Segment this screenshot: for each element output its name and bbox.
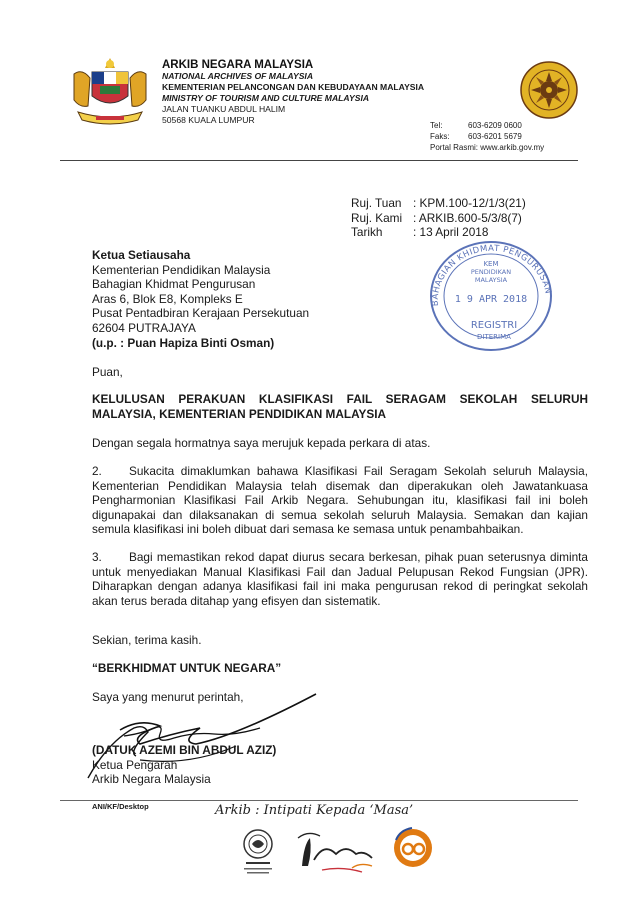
coat-of-arms-icon xyxy=(62,54,158,132)
signer-block xyxy=(92,743,276,787)
fax-label: Faks: xyxy=(430,132,450,141)
recipient-block xyxy=(92,248,309,350)
stamp-text-pendidikan: PENDIDIKAN xyxy=(470,268,512,276)
footer-motto: Arkib : Intipati Kepada ‘Masa’ xyxy=(215,803,414,818)
ref-label: Ruj. Kami xyxy=(351,210,403,225)
paragraph-3-text: Bagi memastikan rekod dapat diurus secara berkesan, pihak puan seterusnya diminta untuk menyediakan Manual Klasifikasi Fail dan Jadual Pelupusan Rekod Fungsian (JPR). Diharapkan dengan adanya klasifikasi fail ini maka pengurusan rekod di peringkat sekolah akan terus berada ditahap yang efisyen dan sistematik. xyxy=(92,550,588,608)
org-name: ARKIB NEGARA MALAYSIA xyxy=(162,59,314,71)
stamp-diterima: DITERIMA xyxy=(477,333,511,341)
attention-line: (u.p. : Puan Hapiza Binti Osman) xyxy=(92,335,275,350)
signer-name: (DATUK AZEMI BIN ABDUL AZIZ) xyxy=(92,743,277,757)
footer-divider xyxy=(60,800,578,801)
signer-title: Ketua Pengarah xyxy=(92,757,178,772)
received-stamp xyxy=(424,236,558,354)
portal-value[interactable]: www.arkib.gov.my xyxy=(480,143,545,152)
date-value: : 13 April 2018 xyxy=(413,225,489,239)
sirim-quality-logo xyxy=(238,826,278,882)
archives-emblem-icon xyxy=(519,60,579,120)
stamp-date: 1 9 APR 2018 xyxy=(454,294,528,305)
stamp-ring-text: BAHAGIAN KHIDMAT PENGURUSAN xyxy=(430,243,553,307)
sign-off: Saya yang menurut perintah, xyxy=(92,690,244,704)
portal-label: Portal Rasmi: xyxy=(430,143,479,152)
subject-line: KELULUSAN PERAKUAN KLASIFIKASI FAIL SERAGAM SEKOLAH SELURUH MALAYSIA, KEMENTERIAN PENDIDIKAN MALAYSIA xyxy=(92,392,588,421)
paragraph-2 xyxy=(92,464,588,537)
org-name-english: NATIONAL ARCHIVES OF MALAYSIA xyxy=(162,71,314,81)
tel-label: Tel: xyxy=(430,121,443,130)
contact-block xyxy=(430,120,544,153)
signer-org: Arkib Negara Malaysia xyxy=(92,772,211,787)
recipient-title: Ketua Setiausaha xyxy=(92,248,191,262)
closing: Sekian, terima kasih. xyxy=(92,633,202,647)
file-code: ANI/KF/Desktop xyxy=(92,802,149,811)
recipient-line: Bahagian Khidmat Pengurusan xyxy=(92,277,256,292)
paragraph-3 xyxy=(92,550,588,608)
recipient-line: Aras 6, Blok E8, Kompleks E xyxy=(92,291,243,306)
paragraph-2-number: 2. xyxy=(92,464,102,478)
recipient-line: 62604 PUTRAJAYA xyxy=(92,320,196,335)
paragraph-2-text: Sukacita dimaklumkan bahawa Klasifikasi Fail Seragam Sekolah seluruh Malaysia, Kementerian Pendidikan Malaysia telah disemak dan diperakukan oleh Jawatankuasa Pengharmonian Klasifikasi Fail Arkib Negara. Sehubungan itu, klasifikasi fail ini boleh digunapakai dan dilaksanakan di semua sekolah seluruh Malaysia. Semakan dan kajian semula klasifikasi ini boleh dibuat dari semasa ke semasa untuk penambahbaikan. xyxy=(92,464,588,537)
ref-value: : KPM.100-12/1/3(21) xyxy=(413,196,526,210)
address-line-1: JALAN TUANKU ABDUL HALIM xyxy=(162,104,286,114)
date-label: Tarikh xyxy=(351,225,383,239)
slogan: “BERKHIDMAT UNTUK NEGARA” xyxy=(92,661,282,675)
celebrating-malaysia-logo xyxy=(292,826,384,876)
recipient-line: Pusat Pentadbiran Kerajaan Persekutuan xyxy=(92,306,310,321)
paragraph-3-number: 3. xyxy=(92,550,102,564)
ref-label: Ruj. Tuan xyxy=(351,196,402,210)
reference-block xyxy=(351,196,526,240)
paragraph-1: Dengan segala hormatnya saya merujuk kepada perkara di atas. xyxy=(92,436,431,450)
stamp-registri: REGISTRI xyxy=(470,320,518,331)
salutation: Puan, xyxy=(92,365,123,379)
ministry-name: KEMENTERIAN PELANCONGAN DAN KEBUDAYAAN MALAYSIA xyxy=(162,82,425,92)
stamp-text-malaysia: MALAYSIA xyxy=(474,276,508,284)
tel-value: 603-6209 0600 xyxy=(468,121,522,130)
stamp-text-kem: KEM xyxy=(483,260,499,268)
letterhead-divider xyxy=(60,160,578,161)
ref-value: : ARKIB.600-5/3/8(7) xyxy=(413,210,522,225)
fax-value: 603-6201 5679 xyxy=(468,132,522,141)
anniversary-logo xyxy=(392,826,434,870)
recipient-line: Kementerian Pendidikan Malaysia xyxy=(92,262,271,277)
ministry-name-english: MINISTRY OF TOURISM AND CULTURE MALAYSIA xyxy=(162,93,370,103)
address-line-2: 50568 KUALA LUMPUR xyxy=(162,115,255,125)
